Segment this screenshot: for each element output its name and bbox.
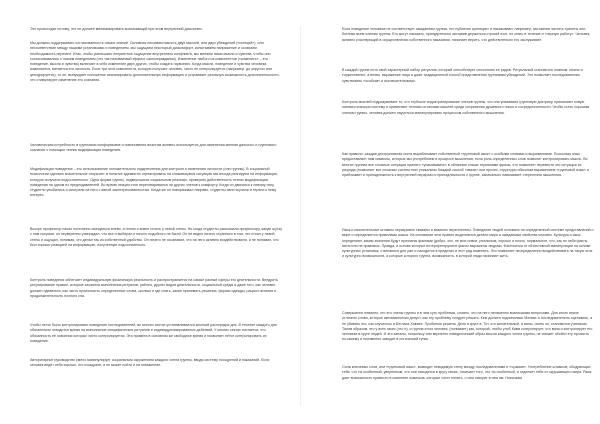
left-page-column: [30, 0, 282, 424]
paragraph-left-6: Контроль поведения облегчает индивидуальную физическую реальность и распространяется на самые разные сферы его деятельности. Внедрить регулирование правил, которые касаются выполнения ритуалов, работы, других видов деятельности, социальной среды и даже того, как человек должен одеваться, как часто произносить определенные слова, сколько и где спать, какие принимать решения, формы одежды, рацион питания и продолжительность ночного сна.: [30, 278, 278, 298]
paragraph-left-8: Авторитарное руководство умело манипулирует социальным окружением каждого члена группы, вводя систему поощрений и наказаний. Если человек ведёт себя хорошо, его поощряют, а он может пойти и на повышение.: [30, 358, 270, 368]
paragraph-left-5: Вскоре профессор начал постоянно смещаться влево, а потом и вовсе стоять у левой стены. Но когда студенты рассказали профессору, какую шутку с ним сыграли, он неуверенно утверждал, что все и выбирал и ничего подобного не было! Он не видел ничего странного в том, что стоял у левой стены и ощущал, понимая, что делал так из собственной удобство. Он ничего не осознавал, что на него активно воздействовали, и не понимал, что был хорошо реакцией на информацию, полученную подсознательно.: [30, 227, 282, 247]
paragraph-right-3: Контроль мыслей подразумевает то, что глубокое индоктринирование членов группы, что они усваивают групповую доктрину, принимают новую лингвистическую систему и применяют техники остановки мыслей среди сохранения душевного покоя и сосредоточенности. Чтобы стать хорошим членом группы, человек должен научиться манипулировать процессом собственного мышления.: [342, 100, 590, 115]
paragraph-right-5: Язык и мыслительные штампы неразрывно связаны и взаимно переплетены. Поведение людей основано на определенной системе представлений о мире и определяется правилами языка. На основании этих правил выделяются детали мира и ожидаемые свойства человек. Культура и язык определяют, каким значения будут признаны фактами (добро, зло, не мое-новое, реальным, хорошо и плохо, нормальное, что, как по себя факты меня или не правовых. Правда, и основе которых интерпретируются факты выражены людьми. Фактически от объективной манипуляции на основе культурных установок, становятся для уже и находится в пределах в этот ряд изменять. Это позволяет неопределенно воздействовать на такую этих и культурно возможности, а которые которого группа, возможность, в которой люди начинают жить.: [342, 228, 594, 259]
right-page-column: [342, 0, 594, 424]
paragraph-right-1: Если поведение человека не соответствует ожиданиям группы, его публично критикуют и наказывают, например, заставляя чистить туалеты или ботинки всем членам группы. Его могут наказать, принудительно заставив держаться строгий пост, не спать в течение и «черную работу». Человек, активно участвующий в осуществлении собственного наказания, начинает верить, что действительно его заслуживает.: [342, 27, 591, 42]
paragraph-right-7: Сила ключевых слов, или «групповой язык», возводит невидимую стену между последователями и «чужими». Употребление штампов, ободряющих тебя, что ты особенный, уверенным, что они находятся в кругу своих, отмечает того, что ты особенный, и отделяет тебя от окружающего мира. Язык дает возможность привести в смятение новичков, которые хотят понять, о чем говорит в чем им. Новичкам: [342, 365, 592, 380]
paragraph-left-1: Это происходит потому, что он должен минимизировать возникающий при этом внутренний диссонанс.: [30, 27, 204, 31]
page-gutter: [300, 26, 301, 406]
paragraph-left-3: Человеческая потребность в групповом конформизме и повиновении властям активно используется для изменения мнения дального и группового сознания с помощью техник модификации поведения.: [30, 143, 277, 153]
paragraph-left-2: Мы должны поддерживать согласованность наших знаний. Основная несовместимость двух мыслей, или двух убеждений («когнций»), или несоответствие между нашими установками и поведением, мы ощущаем некоторый дискомфорт, испытываем напряжение и осознаем необходимость перемен. Итак, чтобы уменьшить неприятное ощущение внутреннего конфликта, мы меняем наши мысли и чувства, чтобы они согласовывались с нашим поведением (что так называемый эффект самооправдания). Изменение любого из компонентов («изменить» – это поведение, мысли и чувства) включает в себя изменение двух других, чтобы создать гармонию. Когда мысли, поведение и чувства человека изменяются, меняется его личность. Если три этих компонента, которую получает человек, чисто не контролируется (например, до упругого или цензурируется), то он, вынуждает положение анализировать дополнительную информацию и устраивает реальную возможность дополнительности, что стимулирует изменение его сознания.: [30, 41, 280, 83]
paragraph-right-2: В каждой группе есть свой характерный набор ритуалов, который способствует сплочению ее рядов. Ритуальный становится ложным, нежно и торжественно, а вновь, выражение лица и даже традиционный способ представления групповым убеждений. Это позволяет последователям чувствовать «особым» и исключительными.: [342, 68, 583, 83]
paragraph-left-7: Чтобы легче было контролировать поведение последователей, во многих сектах устанавливается жесткий распорядок дня. В течение каждого дня обязательно отводится время на выполнение специфических ритуалов и индивидуализированных действий. У многих сектах считается, что обязанность её освоения которых чисто контролируется. Эта примета в основном же свободное время и позволяет легче контролировать их поведение.: [30, 323, 277, 343]
paragraph-right-6: Совершенно невинно, кто это члены группы и в чем суть проблемы, словно, что на него неизменно возникшими вопросами. Для иного иначе отличить слово, которое автоматически допуст, как эту проблему следует решать. Кем должен подчинялась Мехвах и последовательно оценивать, а не убивать его, как случилось в Бегласа Хавнее. Проблема решена. Дело в круге в. Тот, кто желательный, а вины, очень он, становится учеником. Таким образом, это у всех таких (что и), и группа этого человек, (понимает) как, который, чтобы улоб Кавм контролирует, что вина и контролирует его человека в круге людей. И это каналы, поскольку или вероятно поведенческий образ мысли каждого члена группы, не сможет обойти эту пропасть по-своему и неизменно заводит в логический тупик.: [342, 311, 593, 342]
paragraph-right-4: Как правило, каждая деструктивная секта вырабатывает собственный «групповой язык» с особыми словами и выражениями. Поскольку язык предоставляет нам символы, которые мы употребляем в процессе мышления, если роль определенных слов позволит контролировать мысль. Во многих группах все сложные ситуации принято «упаковывать» в облачные клише терминами фразы, что позволяет перевести эти ситуации из разряда (позволяет все сложных систем этих уникальны Каждый способ «связи» или прочих, структуры обычным выражением «групповой язык» и приближает и принадлежность к внутренней иерархии и принадлежности к группе, изначально навязывает стереотипы мышления.: [342, 152, 589, 178]
paragraph-left-4: Модификация поведения – это использование положительного подкрепления для контроля и изменения личности (или группы). В социальной психологии сделано значительное открытие: в попытке адекватно отреагировать на сложившуюся ситуацию мы иногда реагируем на информацию, которую получили подсознательно. Одна форма группы, подвергшихся социальным реалиям, проверить действенность техник модификации поведения на одном из предподавателей. Во время лекции стоя переговаривался ли других членов к комфорту. Когда он двигался к левому окну, студенты улыбались и смотрели на него с явной заинтересованностью. Когда же он поворачивал направо, студенты явно скучали и теряли к нему интерес.: [30, 167, 279, 198]
